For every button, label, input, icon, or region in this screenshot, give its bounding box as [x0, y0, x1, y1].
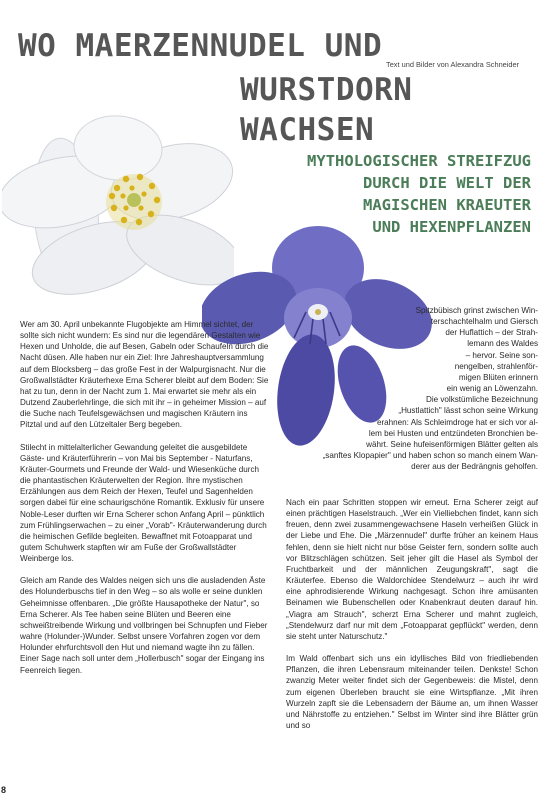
- paragraph-mistel: Im Wald offenbart sich uns ein idyllisches Bild von friedliebenden Pflanzen, die ihren Lebensraum miteinander teilen. Denkste! Schon zwanzig Meter weiter findet sich der Gegenbeweis: die Mistel, denn zum eigenen Überleben braucht sie eine Wirtspflanze. „Mit ihren Wurzeln zapft sie die Lebensadern der Bäume an, um ihnen Wasser und Nährstoffe zu entziehen." Selbst im Winter sind ihre Blätter grün und so: [286, 654, 538, 730]
- subtitle-line-2: DURCH DIE WELT DER: [363, 174, 531, 192]
- page-number: 8: [1, 785, 7, 795]
- wrap-line: nengelben, strahlenför-: [454, 361, 538, 371]
- wrap-line: währt. Seine hufeisenförmigen Blätter gelten als: [366, 439, 538, 449]
- wrap-line: – hervor. Seine son-: [465, 350, 538, 360]
- wrap-line: „sanftes Klopapier" und haben schon so manch einem Wan-: [322, 451, 538, 461]
- wrap-line: terschachtelhalm und Giersch: [430, 317, 538, 327]
- subtitle-line-4: UND HEXENPFLANZEN: [372, 218, 531, 236]
- wrap-line: Spitzbübisch grinst zwischen Win-: [415, 306, 538, 315]
- wrap-line: „Hustlattich" lässt schon seine Wirkung: [398, 406, 538, 416]
- wrap-line: lemann des Waldes: [467, 339, 538, 349]
- author-byline: Text und Bilder von Alexandra Schneider: [386, 60, 520, 69]
- wood-anemone-image: [2, 108, 234, 298]
- wrapped-text-huflattich: [286, 305, 538, 472]
- wrap-line: der Huflattich – der Strah-: [445, 328, 538, 338]
- title-line-1: WO MAERZENNUDEL UND: [18, 28, 383, 64]
- article-column-left: [20, 319, 270, 687]
- paragraph-guide: Stilecht in mittelalterlicher Gewandung geleitet die ausgebildete Gäste- und Kräuterführerin – von Mai bis September - Naturfans, Kräuter-Gourmets und Freunde der Wald- und Wiesenküche durch die phantastischen Kräuterwelten der Region. Ihre mystischen Erzählungen aus dem Reich der Hexen, Teufel und Sagenhelden sorgen dabei für eine schaurigschöne Romantik. Exklusiv für unsere Noble-Leser durften wir Erna Scherer schon Anfang April – pünktlich zum Frühlingserwachen – zu einer „Vorab"- Kräuterwanderung durch die heimischen Gefilde begleiten. Bewaffnet mit Fotoapparat und gutem Schuhwerk stapften wir am Fuße der Großwallstädter Weinberge los.: [20, 442, 267, 564]
- paragraph-holunder: Gleich am Rande des Waldes neigen sich uns die ausladenden Äste des Holunderbuschs tief in den Weg – so als wolle er seine dunklen Geheimnisse offenbaren. „Die größte Hausapotheke der Natur", so Erna Scherer. Als Tee haben seine Blüten und Beeren eine schweißtreibende Wirkung und vollbringen bei Schnupfen und Fieber wahre (Holunder-)Wunder. Selbst unsere Vorfahren zogen vor dem Holunder ehrfurchtsvoll den Hut und niemand wagte ihn zu fällen. Einer Sage nach soll unter dem „Hollerbusch" sogar der Eingang ins Feenreich liegen.: [20, 576, 268, 675]
- wrap-line: migen Blüten erinnern: [458, 372, 538, 382]
- wrap-line: ein wenig an Löwenzahn.: [446, 384, 538, 394]
- article-column-right: [286, 497, 538, 742]
- subtitle-line-3: MAGISCHEN KRAEUTER: [363, 196, 531, 214]
- wrap-line: erahnen: Als Schleimdroge hat er sich vor al-: [376, 417, 538, 427]
- wrap-line: lem bei Husten und entzündeten Bronchien be-: [368, 428, 538, 438]
- title-line-2: WURSTDORN WACHSEN: [240, 72, 413, 148]
- paragraph-hasel: Nach ein paar Schritten stoppen wir erneut. Erna Scherer zeigt auf einen prächtigen Haselstrauch. „Wer ein Vielliebchen findet, kann sich freuen, denn zwei zusammengewachsene Haseln verheißen Glück in der Liebe und Ehe. Die „Märzennudel" durfte früher an keinem Haus fehlen, denn sie hielt nicht nur böse Geister fern, sondern sollte auch vor Blitzschlägen schützen. Seit jeher gilt die Hasel als Symbol der Fruchtbarkeit und der männlichen Zeugungskraft", sagt die Kräuterfee. Ebenso die Waldorchidee Stendelwurz – auch ihr wird eine aphrodisierende Wirkung nachgesagt. Schon ihre amüsanten Beinamen wie Bubenschellen oder Knabenkraut deuten darauf hin. „Viagra am Strauch", scherzt Erna Scherer und mahnt zugleich, „Stendelwurz darf nur mit dem „Fotoapparat gepflückt" werden, denn sie steht unter Naturschutz.": [286, 498, 538, 641]
- subtitle-line-1: MYTHOLOGISCHER STREIFZUG: [307, 152, 531, 170]
- wrap-line: derer aus der Bedrängnis geholfen.: [411, 462, 538, 472]
- paragraph-intro: Wer am 30. April unbekannte Flugobjekte am Himmel sichtet, der sollte sich nicht wundern: Es sind nur die legendären Gestalten wie Hexen und Unholde, die auf Besen, Gabeln oder Schaufeln durch die Nacht düsen. Alle haben nur ein Ziel: Ihre Jahreshauptversammlung auf dem Blocksberg – das große Fest in der Walpurgisnacht. Nur die Großwallstädter Kräuterhexe Erna Scherer bleibt auf dem Boden: Sie hat zu tun, denn in der Nacht zum 1. Mai erwartet sie mehr als ein Dutzend Zauberlehrlinge, die sich mit ihr – in geheimer Mission – auf die Suche nach Teufelsgewächsen und magischen Kräutern ins Pitztal und auf den Lützeltaler Berg begeben.: [20, 320, 269, 430]
- wrap-line: Die volkstümliche Bezeichnung: [425, 395, 538, 405]
